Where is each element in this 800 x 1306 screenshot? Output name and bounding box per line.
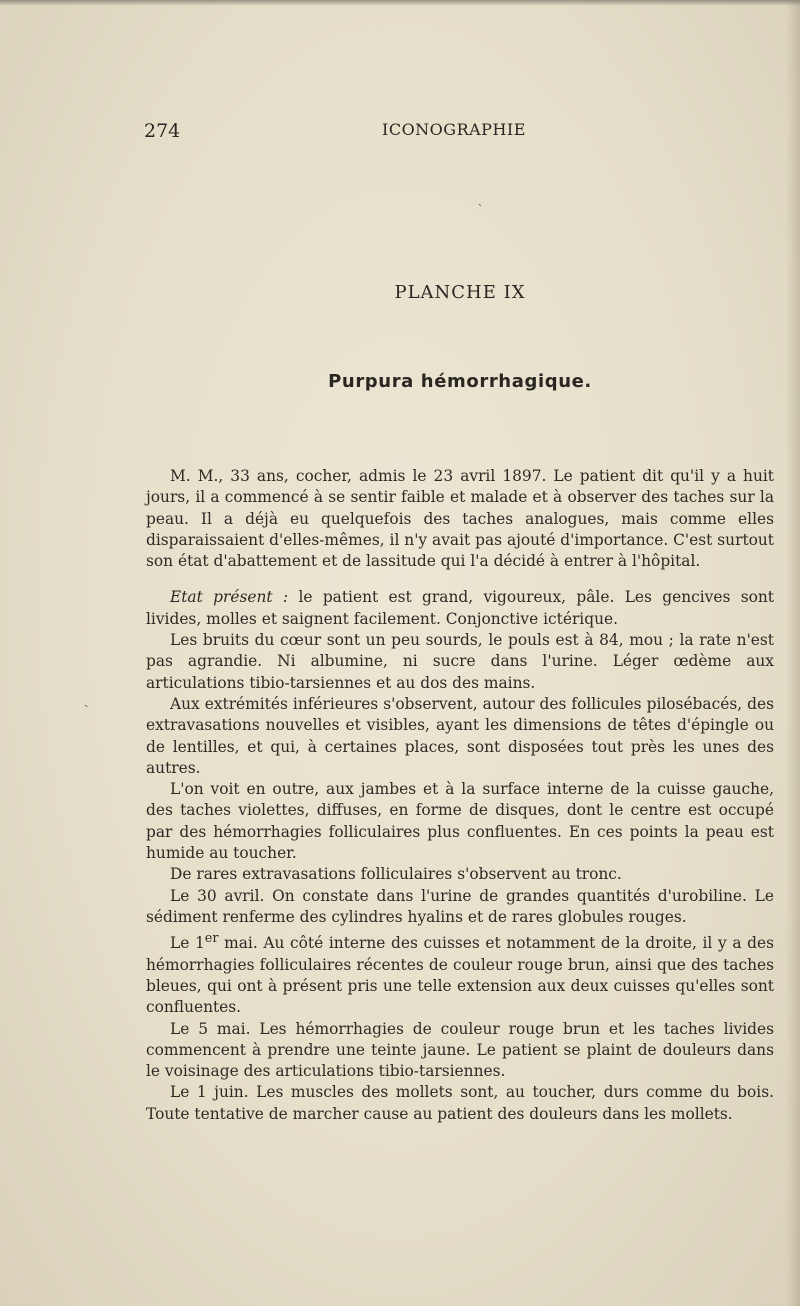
paragraph: M. M., 33 ans, cocher, admis le 23 avril 1897. Le patient dit qu'il y a huit jours, il a commencé à se sentir faible et malade et à observer des taches sur la peau. Il a déjà eu quelquefois des taches analogues, mais comme elles disparaissaient d'elles-mêmes, il n'y avait pas ajouté d'importance. C'est surtout son état d'abattement et de lassitude qui l'a décidé à entrer à l'hôpital. [146,467,774,571]
plate-title: PLANCHE IX [394,282,526,303]
paragraph: Le 5 mai. Les hémorrhagies de couleur rouge brun et les taches livides commencent à prendre une teinte jaune. Le patient se plaint de douleurs dans le voisinage des articulations tibio-tarsiennes. [146,1019,774,1081]
ink-speck: ˴ [478,196,482,210]
paragraph: De rares extravasations folliculaires s'observent au tronc. [170,865,622,884]
page-right-edge [786,0,800,1306]
paragraph: Le 1 juin. Les muscles des mollets sont, au toucher, durs comme du bois. Toute tentative de marcher cause au patient des douleurs dans les mollets. [146,1083,774,1123]
subject-title: Purpura hémorrhagique. [328,371,592,392]
paragraph: Aux extrémités inférieures s'observent, autour des follicules pilosébacés, des extravasations nouvelles et visibles, ayant les dimensions de têtes d'épingle ou de lentilles, et qui, à certaines places, sont disposées tout près les unes des autres. [146,694,774,777]
running-title: ICONOGRAPHIE [382,120,526,139]
paragraph: Le 30 avril. On constate dans l'urine de grandes quantités d'urobiline. Le sédiment renferme des cylindres hyalins et de rares globules rouges. [146,886,774,926]
paragraph-lead: Etat présent : [170,588,289,607]
ink-speck: ˴ [84,697,89,712]
paragraph: Les bruits du cœur sont un peu sourds, le pouls est à 84, mou ; la rate n'est pas agrandie. Ni albumine, ni sucre dans l'urine. Léger œdème aux articulations tibio-tarsiennes et au dos des mains. [146,631,774,692]
paragraph: Le 1er mai. Au côté interne des cuisses et notamment de la droite, il y a des hémorrhagies folliculaires récentes de couleur rouge brun, ainsi que des taches bleues, qui ont à présent pris une telle extension aux deux cuisses qu'elles sont confluentes. [146,931,774,1017]
body-text [146,466,774,1125]
paragraph: Etat présent : le patient est grand, vigoureux, pâle. Les gencives sont livides, molles et saignent facilement. Conjonctive ictérique. [146,588,774,628]
running-head [144,120,784,144]
page-top-edge [0,0,800,6]
superscript: er [204,931,219,947]
page-number: 274 [144,120,181,142]
paragraph: L'on voit en outre, aux jambes et à la surface interne de la cuisse gauche, des taches violettes, diffuses, en forme de disques, dont le centre est occupé par des hémorrhagies folliculaires plus confluentes. En ces points la peau est humide au toucher. [146,780,774,863]
